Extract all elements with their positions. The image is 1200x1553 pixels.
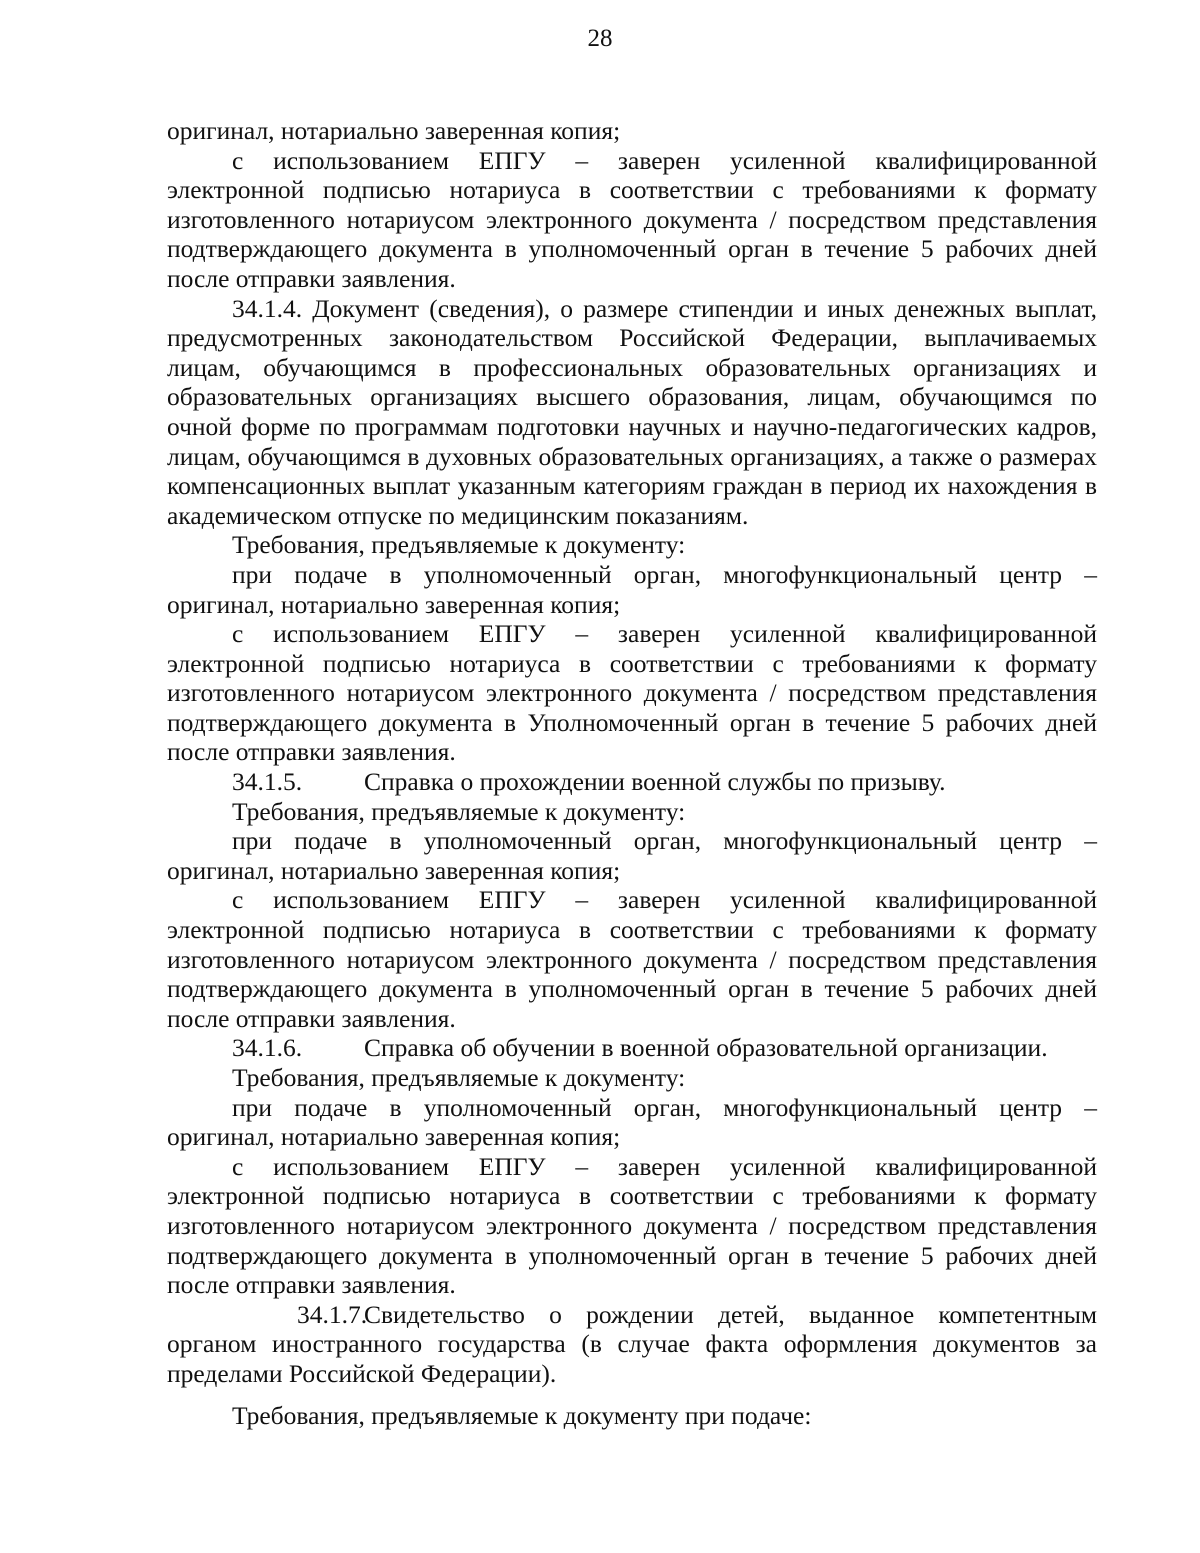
item-number: 34.1.6. [232, 1033, 303, 1063]
spacer [167, 1389, 1097, 1401]
paragraph-item-34-1-4: 34.1.4. Документ (сведения), о размере стипендии и иных денежных выплат, предусмотренных законодательством Российской Федерации, выплачиваемых лицам, обучающимся в профессиональных образовательных организациях и образовательных организациях высшего образования, лицам, обучающимся по очной форме по программам подготовки научных и научно-педагогических кадров, лицам, обучающимся в духовных образовательных организациях, а также о размерах компенсационных выплат указанным категориям граждан в период их нахождения в академическом отпуске по медицинским показаниям. [167, 293, 1097, 530]
paragraph-requirements-heading: Требования, предъявляемые к документу: [232, 796, 686, 826]
paragraph-requirements-heading: Требования, предъявляемые к документу: [232, 1063, 686, 1092]
paragraph-requirements-heading: Требования, предъявляемые к документу: [232, 530, 686, 560]
paragraph-mfc-requirement: при подаче в уполномоченный орган, многофункциональный центр – оригинал, нотариально заверенная копия; [167, 1092, 1097, 1152]
paragraph-epgu-requirement: с использованием ЕПГУ – заверен усиленной квалифицированной электронной подписью нотариуса в соответствии с требованиями к формату изготовленного нотариусом электронного документа / посредством представления подтверждающего документа в уполномоченный орган в течение 5 рабочих дней после отправки заявления. [167, 145, 1097, 293]
item-34-1-7 [167, 1300, 1097, 1389]
item-title: Свидетельство о рождении детей, выданное компетентным органом иностранного государства (в случае факта оформления документов за пределами Российской Федерации). [167, 1299, 1097, 1388]
paragraph-original-copy: оригинал, нотариально заверенная копия; [167, 116, 621, 145]
item-34-1-5 [167, 767, 1097, 797]
page-number: 28 [587, 25, 613, 52]
item-number: 34.1.7. [297, 1299, 368, 1329]
paragraph-epgu-requirement: с использованием ЕПГУ – заверен усиленной квалифицированной электронной подписью нотариуса в соответствии с требованиями к формату изготовленного нотариусом электронного документа / посредством представления подтверждающего документа в Уполномоченный орган в течение 5 рабочих дней после отправки заявления. [167, 619, 1097, 767]
paragraph-requirements-heading: Требования, предъявляемые к документу при подаче: [232, 1400, 812, 1430]
paragraph-epgu-requirement: с использованием ЕПГУ – заверен усиленной квалифицированной электронной подписью нотариуса в соответствии с требованиями к формату изготовленного нотариусом электронного документа / посредством представления подтверждающего документа в уполномоченный орган в течение 5 рабочих дней после отправки заявления. [167, 1151, 1097, 1300]
paragraph-epgu-requirement: с использованием ЕПГУ – заверен усиленной квалифицированной электронной подписью нотариуса в соответствии с требованиями к формату изготовленного нотариусом электронного документа / посредством представления подтверждающего документа в уполномоченный орган в течение 5 рабочих дней после отправки заявления. [167, 885, 1097, 1033]
item-number: 34.1.5. [232, 767, 303, 797]
item-title: Справка об обучении в военной образовательной организации. [364, 1033, 1048, 1063]
document-body [167, 116, 1097, 1430]
item-34-1-6 [167, 1033, 1097, 1063]
paragraph-mfc-requirement: при подаче в уполномоченный орган, многофункциональный центр – оригинал, нотариально заверенная копия; [167, 559, 1097, 619]
item-title: Справка о прохождении военной службы по призыву. [364, 767, 946, 797]
paragraph-mfc-requirement: при подаче в уполномоченный орган, многофункциональный центр – оригинал, нотариально заверенная копия; [167, 826, 1097, 885]
